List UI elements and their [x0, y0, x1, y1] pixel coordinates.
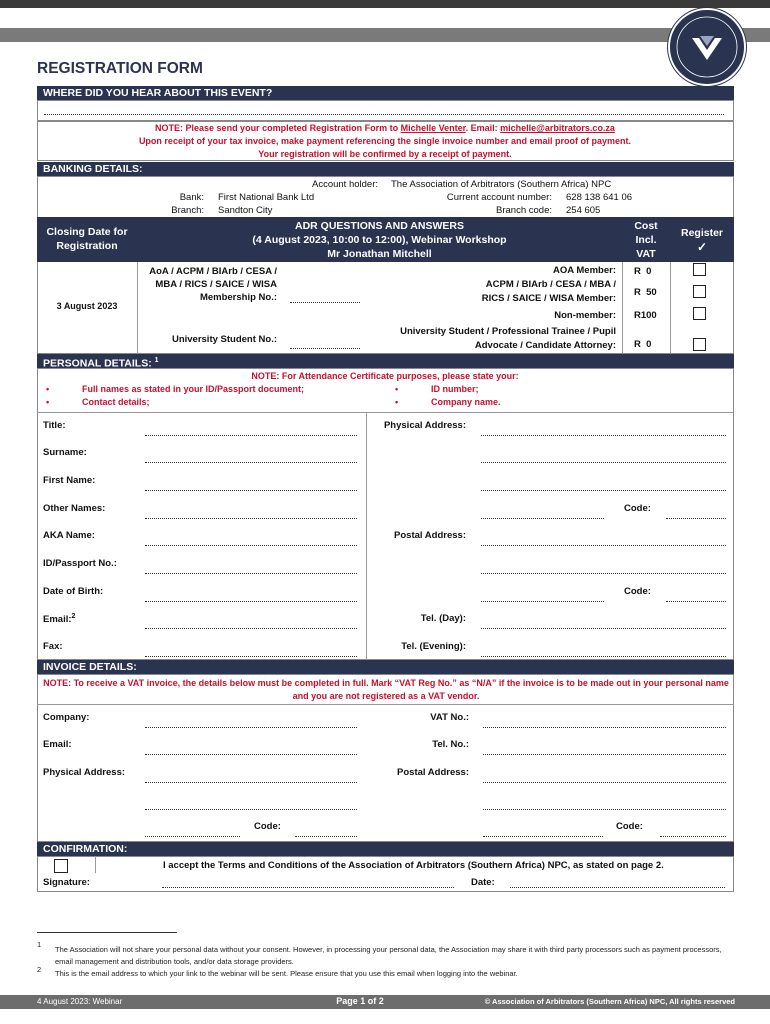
rate-label-student: University Student / Professional Trainee / Pupil Advocate / Candidate Attorney:	[400, 326, 616, 351]
company-label: Company:	[43, 712, 90, 723]
invoice-physical-code-label: Code:	[254, 821, 281, 832]
email-label: Email:$^2$	[43, 613, 76, 626]
branch-code-value: 254 605	[566, 205, 601, 216]
dob-label: Date of Birth:	[43, 586, 104, 597]
footnote-1-number: 1	[37, 940, 42, 949]
footnote-2-number: 2	[37, 965, 42, 974]
invoice-postal-code-input[interactable]	[660, 836, 726, 837]
aka-name-label: AKA Name:	[43, 530, 95, 541]
top-band-grey	[0, 28, 770, 42]
account-number-label: Current account number:	[446, 192, 552, 203]
invoice-postal-line-2[interactable]	[483, 809, 726, 810]
register-header: Register ✓	[670, 217, 734, 262]
invoice-physical-line-3[interactable]	[145, 836, 240, 837]
invoice-email-input[interactable]	[145, 754, 357, 755]
footnote-ref-2: 2	[71, 613, 76, 620]
account-holder-label: Account holder:	[311, 179, 378, 190]
hear-heading: WHERE DID YOU HEAR ABOUT THIS EVENT?	[37, 86, 734, 100]
date-input[interactable]	[510, 887, 725, 888]
confirmation-divider	[95, 856, 96, 873]
footer-left: 4 August 2023: Webinar	[37, 997, 123, 1006]
dob-input[interactable]	[145, 601, 357, 602]
register-checkbox-non-member[interactable]	[693, 307, 706, 320]
postal-address-line-1[interactable]	[481, 545, 726, 546]
invoice-postal-code-label: Code:	[616, 821, 643, 832]
physical-address-line-1[interactable]	[481, 435, 726, 436]
postal-code-input[interactable]	[666, 601, 726, 602]
personal-mid-divider	[366, 412, 367, 660]
postal-code-label: Code:	[624, 586, 651, 597]
first-name-input[interactable]	[145, 490, 357, 491]
cost-header: Cost Incl. VAT	[622, 217, 670, 262]
branch-value: Sandton City	[218, 205, 273, 216]
tel-day-input[interactable]	[481, 628, 726, 629]
event-presenter: Mr Jonathan Mitchell	[327, 248, 432, 260]
postal-address-line-2[interactable]	[481, 573, 726, 574]
invoice-physical-label: Physical Address:	[43, 767, 126, 778]
register-checkbox-student[interactable]	[693, 338, 706, 351]
date-label: Date:	[471, 877, 495, 888]
rate-label-aoa: AOA Member:	[553, 265, 616, 276]
personal-heading: PERSONAL DETAILS: $^1$	[37, 354, 734, 368]
cost-affiliate: R 50	[634, 287, 657, 298]
vat-input[interactable]	[483, 727, 726, 728]
id-passport-label: ID/Passport No.:	[43, 558, 117, 569]
physical-address-line-4[interactable]	[481, 518, 604, 519]
invoice-email-label: Email:	[43, 739, 72, 750]
event-divider-1	[137, 262, 138, 354]
event-title: ADR QUESTIONS AND ANSWERS	[295, 220, 464, 232]
id-passport-input[interactable]	[145, 573, 357, 574]
aka-name-input[interactable]	[145, 545, 357, 546]
bank-value: First National Bank Ltd	[218, 192, 315, 203]
bullet-1: • Full names as stated in your ID/Passport document;	[46, 384, 305, 394]
association-logo	[668, 8, 746, 86]
physical-code-input[interactable]	[666, 518, 726, 519]
event-subtitle: (4 August 2023, 10:00 to 12:00), Webinar Workshop	[252, 234, 507, 246]
accept-terms-text: I accept the Terms and Conditions of the Association of Arbitrators (Southern Africa) NPC, as stated on page 2.	[163, 860, 664, 871]
invoice-heading: INVOICE DETAILS:	[37, 660, 734, 674]
invoice-postal-line-1[interactable]	[483, 782, 726, 783]
hear-box	[37, 100, 734, 121]
fax-input[interactable]	[145, 656, 357, 657]
invoice-physical-line-2[interactable]	[145, 809, 357, 810]
account-number-value: 628 138 641 06	[566, 192, 633, 203]
other-names-label: Other Names:	[43, 503, 106, 514]
note-line-2: Upon receipt of your tax invoice, make payment referencing the single invoice number and email proof of payment.	[138, 136, 632, 146]
vat-label: VAT No.:	[430, 712, 469, 723]
bullet-3: • ID number;	[395, 384, 479, 394]
closing-date-header: Closing Date for Registration	[37, 217, 137, 262]
signature-input[interactable]	[162, 887, 454, 888]
physical-address-label: Physical Address:	[383, 420, 466, 431]
company-input[interactable]	[145, 727, 357, 728]
closing-date-value: 3 August 2023	[56, 301, 118, 311]
branch-label: Branch:	[171, 205, 204, 216]
postal-address-label: Postal Address:	[394, 530, 466, 541]
email-input[interactable]	[145, 628, 357, 629]
rate-label-non-member: Non-member:	[554, 310, 616, 321]
banking-heading: BANKING DETAILS:	[37, 162, 734, 176]
tel-day-label: Tel. (Day):	[420, 613, 466, 624]
contact-name-link[interactable]: Michelle Venter	[400, 123, 466, 133]
physical-code-label: Code:	[624, 503, 651, 514]
page-title: REGISTRATION FORM	[37, 60, 203, 77]
membership-no-label: AoA / ACPM / BIArb / CESA / MBA / RICS / SAICE / WISA Membership No.:	[149, 266, 277, 303]
physical-address-line-3[interactable]	[481, 490, 726, 491]
event-divider-2	[622, 262, 623, 354]
footnote-ref-1: 1	[154, 357, 159, 364]
first-name-label: First Name:	[43, 475, 96, 486]
other-names-input[interactable]	[145, 518, 357, 519]
personal-note: NOTE: For Attendance Certificate purposes, please state your:	[251, 371, 519, 381]
invoice-note: NOTE: To receive a VAT invoice, the details below must be completed in full. Mark “VAT Reg No.” as “N/A” if the invoice is to be made out in your personal name and you are not registered as a VAT vendor.	[43, 678, 729, 701]
invoice-physical-code-input[interactable]	[295, 836, 357, 837]
footnote-1-text: The Association will not share your personal data without your consent. However, in processing your personal data, the Association may share it with third party processors such as payment processors, email management and distribution tools, and/or data storage providers.	[55, 945, 722, 966]
invoice-postal-label: Postal Address:	[397, 767, 469, 778]
note-line-3: Your registration will be confirmed by a receipt of payment.	[258, 149, 512, 159]
student-no-input[interactable]	[290, 348, 360, 349]
invoice-divider	[37, 704, 734, 705]
contact-email-link[interactable]: michelle@arbitrators.co.za	[500, 123, 615, 133]
hear-input-line[interactable]	[44, 114, 724, 115]
accept-terms-checkbox[interactable]	[54, 859, 68, 873]
confirmation-heading: CONFIRMATION:	[37, 842, 734, 856]
bank-label: Bank:	[179, 192, 204, 203]
footnote-2-text: This is the email address to which your link to the webinar will be sent. Please ensure that you use this email when logging into the webinar.	[55, 969, 518, 978]
invoice-tel-label: Tel. No.:	[432, 739, 469, 750]
register-checkbox-affiliate[interactable]	[693, 285, 706, 298]
invoice-tel-input[interactable]	[483, 754, 726, 755]
physical-address-line-2[interactable]	[481, 462, 726, 463]
title-input[interactable]	[145, 435, 357, 436]
cost-aoa: R 0	[634, 266, 652, 277]
surname-label: Surname:	[43, 447, 87, 458]
check-icon: ✓	[696, 240, 708, 254]
footnote-rule	[37, 932, 177, 933]
event-title-header	[137, 217, 622, 262]
membership-no-input[interactable]	[290, 302, 360, 303]
branch-code-label: Branch code:	[496, 205, 552, 216]
event-divider-3	[670, 262, 671, 354]
note-line-1: NOTE: Please send your completed Registration Form to Michelle Venter. Email: michelle@arbitrators.co.za	[155, 123, 615, 133]
rate-label-affiliate: ACPM / BIArb / CESA / MBA / RICS / SAICE / WISA Member:	[481, 279, 616, 304]
title-label: Title:	[43, 420, 66, 431]
register-checkbox-aoa[interactable]	[693, 263, 706, 276]
footer-copyright: © Association of Arbitrators (Southern Africa) NPC, All rights reserved	[484, 997, 735, 1006]
cost-student: R 0	[634, 339, 652, 350]
personal-divider	[37, 412, 734, 413]
cost-non-member: R100	[634, 310, 657, 321]
top-band-dark	[0, 0, 770, 8]
fax-label: Fax:	[43, 641, 63, 652]
logo-emblem-icon	[670, 10, 744, 84]
bullet-2: • Contact details;	[46, 397, 150, 407]
signature-label: Signature:	[43, 877, 90, 888]
student-no-label: University Student No.:	[171, 334, 277, 345]
surname-input[interactable]	[145, 462, 357, 463]
account-holder-value: The Association of Arbitrators (Southern Africa) NPC	[391, 179, 612, 190]
postal-address-line-3[interactable]	[481, 601, 604, 602]
tel-evening-label: Tel. (Evening):	[401, 641, 466, 652]
tel-evening-input[interactable]	[481, 656, 726, 657]
invoice-physical-line-1[interactable]	[145, 782, 357, 783]
invoice-postal-line-3[interactable]	[483, 836, 603, 837]
footer-page: Page 1 of 2	[336, 996, 384, 1006]
bullet-4: • Company name.	[395, 397, 501, 407]
